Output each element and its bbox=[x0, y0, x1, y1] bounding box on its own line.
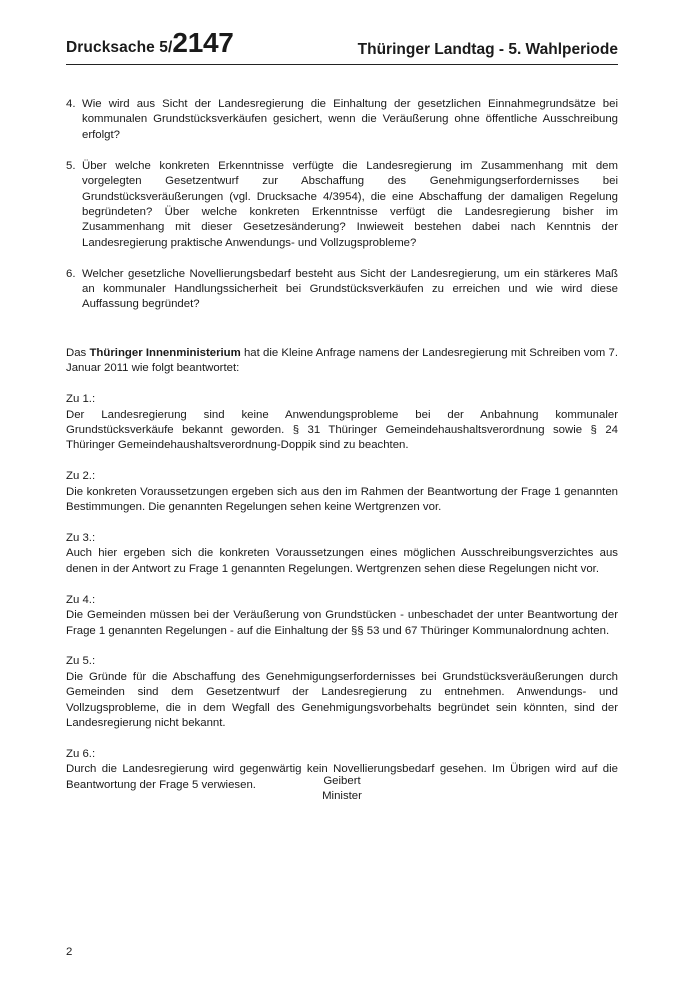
answer-text: Die konkreten Voraussetzungen ergeben sich aus den im Rahmen der Beantwortung der Frage 1 genannten Bestimmungen. Die genannten Regelungen sehen keine Wertgrenzen vor. bbox=[66, 485, 618, 514]
intro-suffix: hat die Kleine Anfrage namens der Landesregierung mit Schreiben vom 7. Januar 2011 wie folgt beantwortet: bbox=[66, 346, 618, 375]
answer-item bbox=[66, 654, 618, 731]
answer-item bbox=[66, 593, 618, 639]
answer-label: Zu 5.: bbox=[66, 655, 96, 668]
question-number: 5. bbox=[66, 159, 76, 172]
page-number: 2 bbox=[66, 946, 73, 958]
page-header bbox=[66, 28, 618, 62]
answer-item bbox=[66, 531, 618, 577]
intro-prefix: Das bbox=[66, 346, 90, 359]
answer-text: Auch hier ergeben sich die konkreten Voraussetzungen eines möglichen Ausschreibungsverzichtes aus denen in der Antwort zu Frage 1 genannten Regelungen. Wertgrenzen sehen diese Regelungen nicht vor. bbox=[66, 547, 618, 575]
question-item bbox=[66, 267, 618, 313]
answer-label: Zu 6.: bbox=[66, 748, 96, 760]
answer-intro bbox=[66, 346, 618, 377]
answer-item bbox=[66, 392, 618, 454]
document-body bbox=[66, 97, 618, 809]
answer-label: Zu 3.: bbox=[66, 532, 96, 545]
question-text: Wie wird aus Sicht der Landesregierung die Einhaltung der gesetzlichen Einnahmegrundsätze bei kommunalen Grundstücksverkäufen gesichert, wenn die Veräußerung ohne öffentliche Ausschreibung erfolgt? bbox=[82, 98, 618, 141]
parliament-title: Thüringer Landtag - 5. Wahlperiode bbox=[357, 41, 618, 58]
document-number bbox=[66, 27, 234, 59]
signatory-name: Geibert bbox=[323, 775, 361, 787]
question-text: Welcher gesetzliche Novellierungsbedarf besteht aus Sicht der Landesregierung, um ein stärkeres Maß an kommunaler Handlungssicherheit bei Grundstücksverkäufen zu erreichen und wie wird diese Auffassung begründet? bbox=[82, 267, 618, 311]
answer-text: Durch die Landesregierung wird gegenwärtig kein Novellierungsbedarf gesehen. Im Übrigen wird auf die Beantwortung der Frage 5 verwiesen. bbox=[66, 763, 618, 791]
answer-item bbox=[66, 469, 618, 515]
answer-text: Die Gründe für die Abschaffung des Genehmigungserfordernisses bei Grundstücksveräußerungen durch Gemeinden sind dem Gesetzentwurf der Landesregierung zu entnehmen. Anwendungs- und Vollzugsprobleme, die in dem Wegfall des Genehmigungsvorbehalts begründet sein könnten, sind der Landesregierung nicht bekannt. bbox=[66, 670, 618, 730]
answer-label: Zu 1.: bbox=[66, 393, 96, 406]
document-number-prefix: Drucksache 5/ bbox=[66, 39, 173, 56]
document-number-value: 2147 bbox=[172, 27, 234, 58]
question-number: 4. bbox=[66, 98, 76, 110]
question-item bbox=[66, 97, 618, 143]
answer-label: Zu 4.: bbox=[66, 593, 96, 606]
question-number: 6. bbox=[66, 267, 76, 280]
ministry-name: Thüringer Innenministerium bbox=[89, 346, 241, 359]
header-divider bbox=[66, 64, 618, 65]
answer-label: Zu 2.: bbox=[66, 470, 96, 483]
signature-block bbox=[66, 774, 618, 805]
answer-text: Der Landesregierung sind keine Anwendungsprobleme bei der Anbahnung kommunaler Grundstücksverkäufe bekannt geworden. § 31 Thüringer Gemeindehaushaltsverordnung sowie § 24 Thüringer Gemeindehaushaltsverordnung-Doppik sind zu beachten. bbox=[66, 408, 618, 452]
question-text: Über welche konkreten Erkenntnisse verfügte die Landesregierung im Zusammenhang mit dem vorgelegten Gesetzentwurf zur Abschaffung des Genehmigungserfordernisses bei Grundstücksveräußerungen (vgl. Drucksache 4/3954), die eine Abschaffung der damaligen Regelung begründeten? Über welche konkreten Erkenntnisse verfügt die Landesregierung bisher im Zusammenhang mit dieser Gesetzesänderung? Inwieweit bestehen dabei nach Kenntnis der Landesregierung praktische Anwendungs- und Vollzugsprobleme? bbox=[82, 159, 618, 249]
question-item bbox=[66, 159, 618, 251]
signatory-title: Minister bbox=[322, 790, 362, 803]
answer-text: Die Gemeinden müssen bei der Veräußerung von Grundstücken - unbeschadet der unter Beantwortung der Frage 1 genannten Regelungen - auf die Einhaltung der §§ 53 und 67 Thüringer Kommunalordnung achten. bbox=[66, 609, 618, 637]
